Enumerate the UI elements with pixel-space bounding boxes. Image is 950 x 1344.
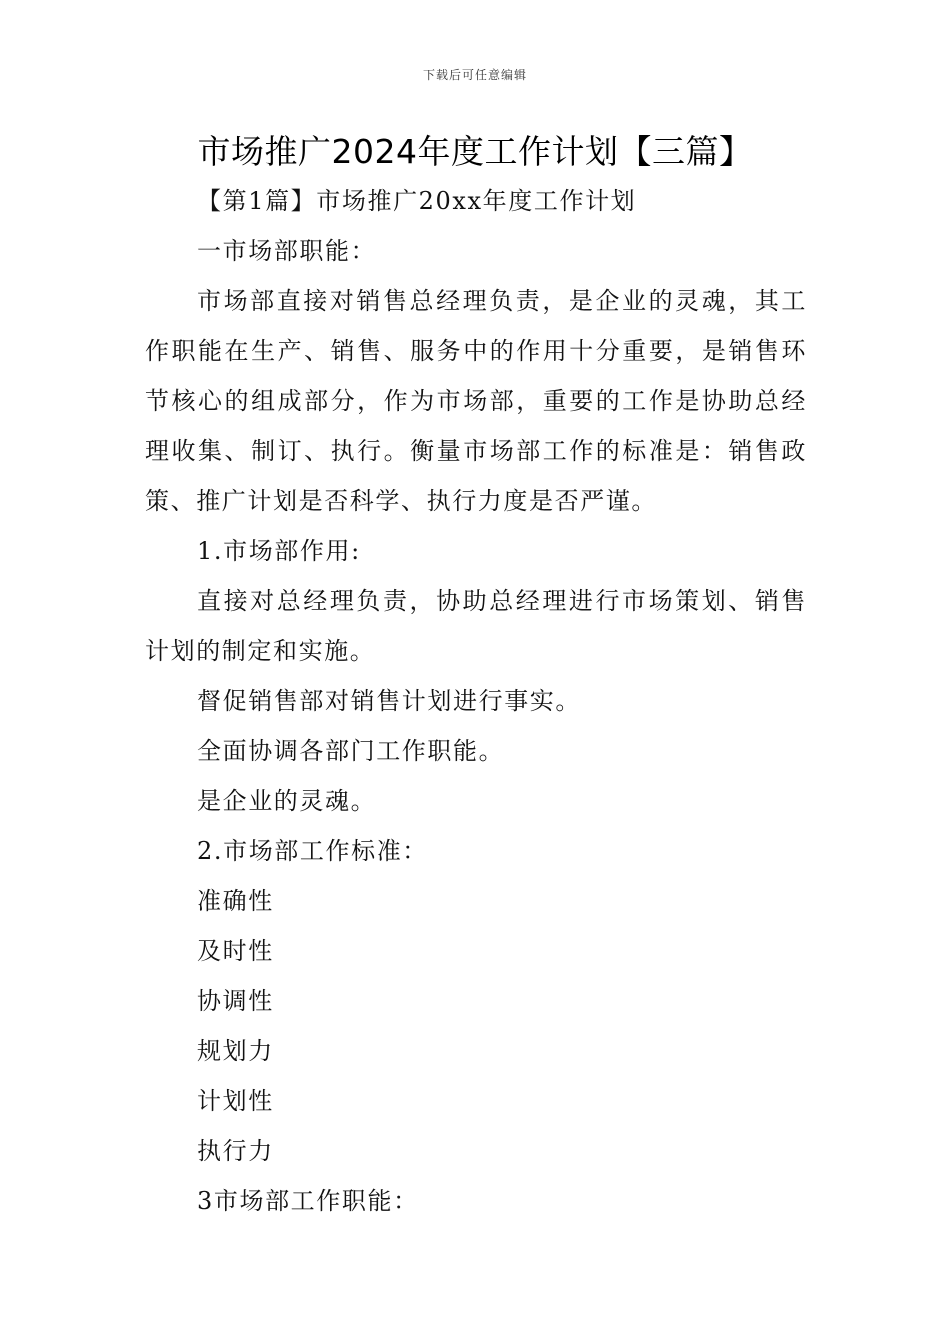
header-note: 下载后可任意编辑	[422, 68, 527, 82]
body-paragraph: 市场部直接对销售总经理负责，是企业的灵魂，其工作职能在生产、销售、服务中的作用十分重要，是销售环节核心的组成部分，作为市场部，重要的工作是协助总经理收集、制订、执行。衡量市场部工作的标准是：销售政策、推广计划是否科学、执行力度是否严谨。	[145, 287, 807, 515]
list-item: 规划力	[197, 1037, 274, 1065]
list-item: 及时性	[197, 937, 274, 965]
list-item: 协调性	[197, 987, 274, 1015]
document-body	[145, 176, 807, 1226]
list-heading: 3市场部工作职能：	[197, 1187, 419, 1215]
list-heading: 1.市场部作用:	[197, 537, 361, 565]
subsection-heading: 一市场部职能：	[197, 237, 377, 265]
section-heading: 【第1篇】市场推广20xx年度工作计划	[197, 187, 637, 215]
list-heading: 2.市场部工作标准：	[197, 837, 428, 865]
list-item: 是企业的灵魂。	[197, 787, 377, 815]
list-item: 执行力	[197, 1137, 274, 1165]
list-item: 督促销售部对销售计划进行事实。	[197, 687, 581, 715]
body-paragraph: 直接对总经理负责，协助总经理进行市场策划、销售计划的制定和实施。	[145, 587, 807, 665]
list-item: 准确性	[197, 887, 274, 915]
list-item: 计划性	[197, 1087, 274, 1115]
document-title: 市场推广2024年度工作计划【三篇】	[197, 132, 753, 171]
list-item: 全面协调各部门工作职能。	[197, 737, 505, 765]
